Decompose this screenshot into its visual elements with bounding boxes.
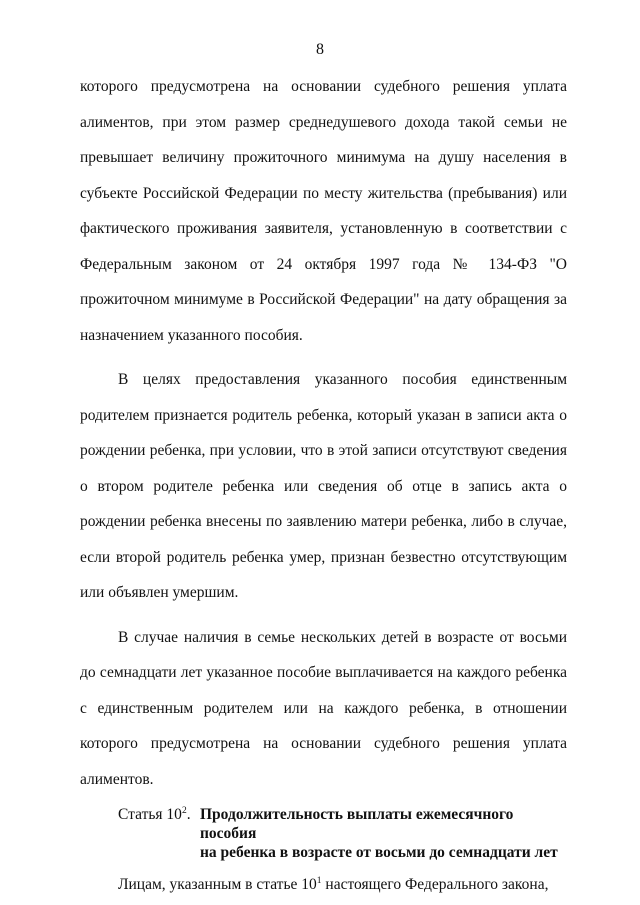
text-line: В целях предоставления указанного пособия единственным [118, 371, 567, 388]
text-line: превышает величину прожиточного минимума на душу населения в [80, 149, 567, 166]
text-line: родителем признается родитель ребенка, который указан в записи акта о [80, 406, 567, 424]
paragraph-3 [80, 620, 567, 798]
page-number: 8 [316, 41, 324, 58]
paragraph-4: Лицам, указанным в статье $10^1$ настоящего Федерального закона, [118, 875, 549, 893]
text-line: родитель ребенка умер, признан безвестно отсутствующим или объявлен [80, 548, 568, 601]
text-line: предусмотрена на основании судебного решения уплата алиментов. [80, 735, 568, 788]
article-title-line: на ребенка в возрасте от восьми до семнадцати лет [200, 844, 558, 861]
article-number-superscript: 2 [181, 805, 187, 816]
text-line: указанного пособия. [167, 326, 303, 344]
text-line: В случае наличия в семье нескольких детей в возрасте от восьми до [80, 628, 567, 681]
paragraph-1 [80, 69, 567, 353]
text-line: Федеральным законом от 24 октября 1997 года № 134-ФЗ "О прожиточном [80, 255, 567, 308]
article-title-line: Продолжительность выплаты ежемесячного пособия [200, 806, 514, 842]
text-line: ребенка внесены по заявлению матери ребенка, либо в случае, если второй [80, 513, 568, 566]
text-line: втором родителе ребенка или сведения об отце в запись акта о рождении [80, 477, 568, 530]
paragraph-2 [80, 362, 567, 611]
article-label: Статья $10^2$. [118, 805, 191, 823]
text-line: которого предусмотрена на основании судебного решения уплата [80, 78, 567, 95]
article-heading [80, 797, 567, 867]
text-line: умершим. [172, 584, 239, 601]
text-line: минимуме в Российской Федерации" на дату обращения за назначением [80, 291, 568, 344]
text-line: алиментов, при этом размер среднедушевого дохода такой семьи не [80, 113, 567, 131]
reference-superscript: 1 [316, 875, 322, 886]
text-line: единственным родителем или на каждого ребенка, в отношении которого [80, 699, 568, 752]
text-line: семнадцати лет указанное пособие выплачивается на каждого ребенка с [80, 664, 568, 717]
document-body [80, 69, 567, 903]
text-line: фактического проживания заявителя, установленную в соответствии с [80, 220, 567, 237]
text-line: субъекте Российской Федерации по месту жительства (пребывания) или [80, 184, 567, 202]
article-title [200, 805, 567, 862]
text-line: рождении ребенка, при условии, что в этой записи отсутствуют сведения о [80, 442, 567, 495]
